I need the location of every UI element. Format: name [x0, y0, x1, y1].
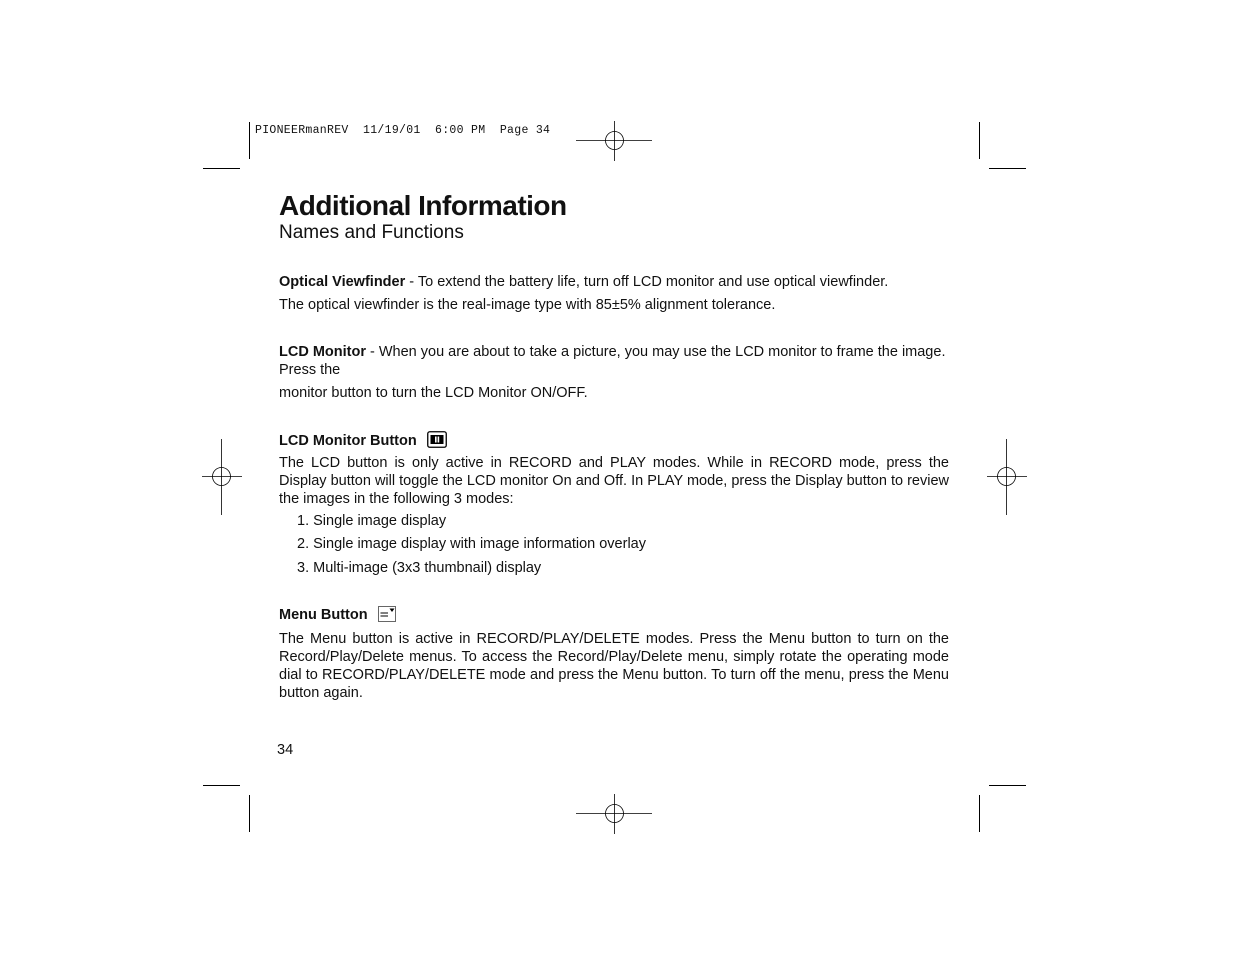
menu-button-text: The Menu button is active in RECORD/PLAY/DELETE modes. Press the Menu button to turn on the Record/Play/Delete menus. To access the Record/Play/Delete menu, simply rotate the operating mode dial to RECORD/PLAY/DELETE mode and press the Menu button. To turn off the menu, press the Menu button again.	[279, 631, 949, 701]
optical-viewfinder-label: Optical Viewfinder	[279, 274, 406, 290]
crop-mark	[249, 795, 250, 832]
menu-button-heading-text: Menu Button	[279, 607, 368, 623]
crop-mark	[203, 168, 240, 169]
lcd-monitor-text: - When you are about to take a picture, you may use the LCD monitor to frame the image. Press the	[279, 344, 946, 378]
lcd-monitor-label: LCD Monitor	[279, 344, 366, 360]
optical-viewfinder-text: - To extend the battery life, turn off LCD monitor and use optical viewfinder.	[405, 274, 889, 290]
crop-mark	[203, 785, 240, 786]
lcd-monitor-button-text: The LCD button is only active in RECORD and PLAY modes. While in RECORD mode, press the Display button will toggle the LCD monitor On and Off. In PLAY mode, press the Display button to review the images in the following 3 modes:	[279, 455, 949, 507]
lcd-monitor-button-heading-text: LCD Monitor Button	[279, 433, 417, 449]
menu-button-heading	[279, 606, 949, 624]
optical-viewfinder-text-2: The optical viewfinder is the real-image type with 85±5% alignment tolerance.	[279, 297, 776, 313]
crop-mark	[989, 785, 1026, 786]
lcd-display-icon	[427, 431, 447, 448]
list-item: 2. Single image display with image information overlay	[297, 536, 646, 552]
lcd-monitor-text-2: monitor button to turn the LCD Monitor ON/OFF.	[279, 385, 588, 401]
lcd-monitor-button-heading	[279, 431, 949, 450]
page-subtitle: Names and Functions	[279, 222, 464, 243]
print-slug: PIONEERmanREV 11/19/01 6:00 PM Page 34	[255, 124, 551, 137]
registration-mark-bottom	[576, 794, 652, 834]
list-item: 3. Multi-image (3x3 thumbnail) display	[297, 560, 542, 576]
page-number: 34	[277, 742, 294, 758]
crop-mark	[989, 168, 1026, 169]
menu-icon	[378, 606, 396, 622]
registration-mark-left	[202, 439, 242, 515]
crop-mark	[249, 122, 250, 159]
registration-mark-right	[987, 439, 1027, 515]
optical-viewfinder-paragraph	[279, 273, 949, 291]
page-title: Additional Information	[279, 190, 567, 221]
lcd-monitor-paragraph	[279, 343, 949, 379]
list-item: 1. Single image display	[297, 513, 447, 529]
crop-mark	[979, 795, 980, 832]
crop-mark	[979, 122, 980, 159]
registration-mark-top	[576, 121, 652, 161]
